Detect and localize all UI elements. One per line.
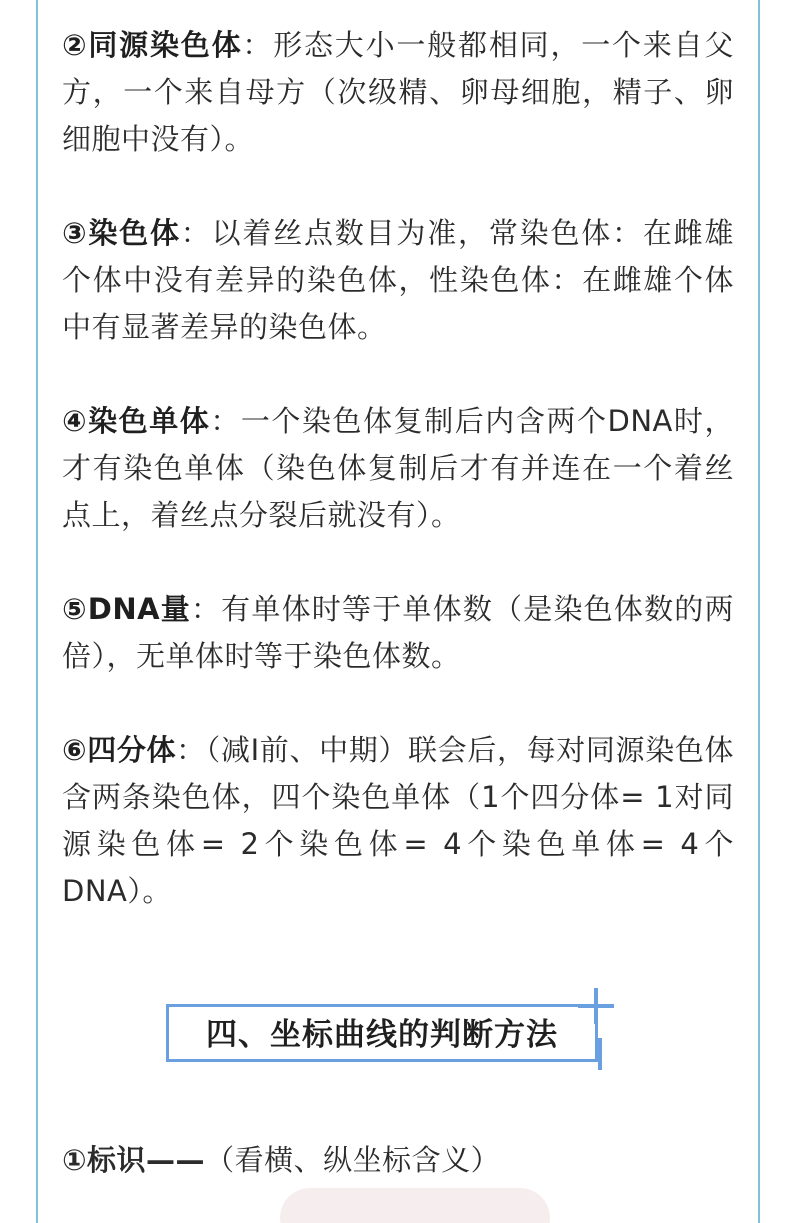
paragraph-homologous-chromosome: [62, 22, 734, 163]
paragraph-tetrad: [62, 727, 734, 915]
paragraph-text: ：有单体时等于单体数（是染色体数的两倍），无单体时等于染色体数。: [62, 592, 734, 673]
section-heading-box: [166, 1004, 598, 1062]
plus-icon: [578, 988, 614, 1024]
left-frame-line: [36, 0, 38, 1223]
paragraph-text: ：形态大小一般都相同，一个来自父方，一个来自母方（次级精、卵母细胞，精子、卵细胞中没有）。: [62, 28, 734, 156]
paragraph-lead: ③染色体: [62, 216, 181, 250]
paragraph-lead: ②同源染色体: [62, 28, 243, 62]
paragraph-lead: ⑥四分体: [62, 733, 177, 767]
paragraph-lead: ①标识——: [62, 1143, 206, 1177]
paragraph-text: ：一个染色体复制后内含两个DNA时，才有染色单体（染色体复制后才有并连在一个着丝点上，着丝点分裂后就没有）。: [62, 404, 734, 532]
paragraph-chromosome: [62, 210, 734, 351]
paragraph-dna-amount: [62, 586, 734, 680]
paragraph-lead: ⑤DNA量: [62, 592, 191, 626]
paragraph-text: （看横、纵坐标含义）: [205, 1143, 501, 1177]
paragraph-text: ：（减I前、中期）联会后，每对同源染色体含两条染色体，四个染色单体（1个四分体= 1对同源染色体= 2个染色体= 4个染色单体= 4个DNA）。: [62, 733, 734, 908]
paragraph-chromatid: [62, 398, 734, 539]
section-heading-title: 四、坐标曲线的判断方法: [206, 1017, 558, 1053]
paragraph-marker: [62, 1137, 734, 1184]
article-content: [62, 22, 734, 962]
paragraph-lead: ④染色单体: [62, 404, 211, 438]
section-heading-accent: [598, 1038, 602, 1070]
paragraph-text: ：以着丝点数目为准，常染色体：在雌雄个体中没有差异的染色体，性染色体：在雌雄个体中有显著差异的染色体。: [62, 216, 734, 344]
bottom-image-placeholder: [280, 1188, 550, 1223]
section-heading: [166, 1004, 608, 1070]
right-frame-line: [758, 0, 760, 1223]
